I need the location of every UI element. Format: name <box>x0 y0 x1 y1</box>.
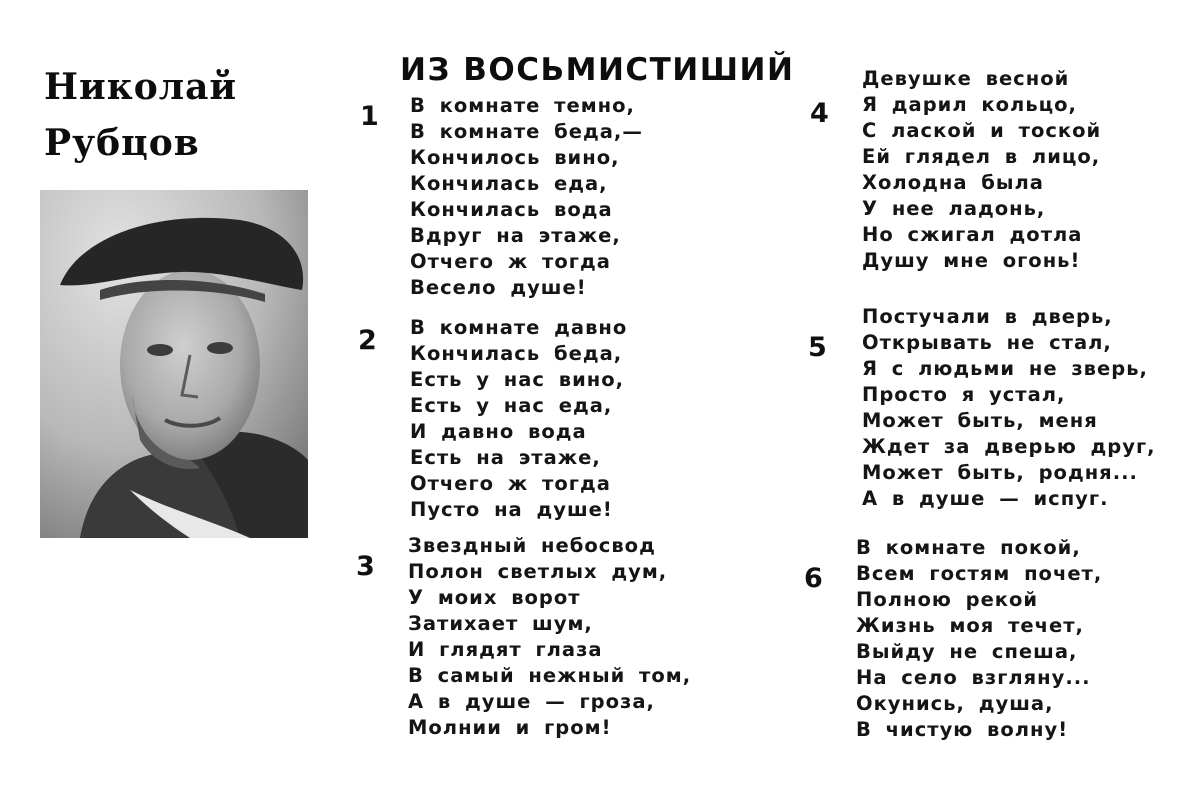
poem-line: На село взгляну... <box>856 666 1091 689</box>
poem-line: Кончилась вода <box>410 198 613 221</box>
poem-line: И давно вода <box>410 420 587 443</box>
poem-line: Отчего ж тогда <box>410 472 611 495</box>
poem-number: 5 <box>808 332 827 363</box>
poem-cycle-title: ИЗ ВОСЬМИСТИШИЙ <box>400 52 795 88</box>
poem-line: Есть у нас еда, <box>410 394 613 417</box>
poem-line: В чистую волну! <box>856 718 1069 741</box>
poem-line: Девушке весной <box>862 67 1070 90</box>
poem-line: Душу мне огонь! <box>862 249 1081 272</box>
author-portrait-photo <box>40 190 308 538</box>
poem-line: И глядят глаза <box>408 638 603 661</box>
poem-number: 1 <box>360 101 379 132</box>
poem-line: Постучали в дверь, <box>862 305 1113 328</box>
poem-line: Ждет за дверью друг, <box>862 435 1156 458</box>
poem-number: 4 <box>810 98 829 129</box>
poem-line: В комнате беда,— <box>410 120 643 143</box>
poem-line: Открывать не стал, <box>862 331 1112 354</box>
poem-line: А в душе — испуг. <box>862 487 1109 510</box>
poem-line: В комнате покой, <box>856 536 1081 559</box>
poem-number: 3 <box>356 551 375 582</box>
poem-line: Ей глядел в лицо, <box>862 145 1101 168</box>
poem-line: Я дарил кольцо, <box>862 93 1077 116</box>
poem-line: В комнате давно <box>410 316 628 339</box>
poem-line: Просто я устал, <box>862 383 1066 406</box>
poem-line: С лаской и тоской <box>862 119 1102 142</box>
poem-line: Может быть, меня <box>862 409 1098 432</box>
poem-line: Кончилось вино, <box>410 146 620 169</box>
poem-line: В комнате темно, <box>410 94 635 117</box>
poem-line: Затихает шум, <box>408 612 593 635</box>
poem-line: Вдруг на этаже, <box>410 224 621 247</box>
poem-line: Есть у нас вино, <box>410 368 625 391</box>
poem-line: Полон светлых дум, <box>408 560 668 583</box>
author-first-name: Николай <box>44 66 238 108</box>
poem-line: Окунись, душа, <box>856 692 1054 715</box>
poem-line: Молнии и гром! <box>408 716 612 739</box>
poem-line: А в душе — гроза, <box>408 690 655 713</box>
poem-line: Пусто на душе! <box>410 498 613 521</box>
poem-line: У моих ворот <box>408 586 581 609</box>
poem-line: Кончилась еда, <box>410 172 608 195</box>
poem-line: Кончилась беда, <box>410 342 623 365</box>
poem-number: 6 <box>804 563 823 594</box>
poem-line: Есть на этаже, <box>410 446 601 469</box>
poem-line: Может быть, родня... <box>862 461 1138 484</box>
author-last-name: Рубцов <box>44 122 200 164</box>
poem-line: Звездный небосвод <box>408 534 656 557</box>
poem-line: Отчего ж тогда <box>410 250 611 273</box>
poem-line: В самый нежный том, <box>408 664 692 687</box>
poem-line: Полною рекой <box>856 588 1039 611</box>
poem-line: Выйду не спеша, <box>856 640 1078 663</box>
poem-line: Всем гостям почет, <box>856 562 1103 585</box>
poem-line: Я с людьми не зверь, <box>862 357 1148 380</box>
poem-line: Жизнь моя течет, <box>856 614 1084 637</box>
poem-line: У нее ладонь, <box>862 197 1046 220</box>
poem-line: Но сжигал дотла <box>862 223 1083 246</box>
poem-line: Холодна была <box>862 171 1044 194</box>
poem-line: Весело душе! <box>410 276 587 299</box>
poem-number: 2 <box>358 325 377 356</box>
